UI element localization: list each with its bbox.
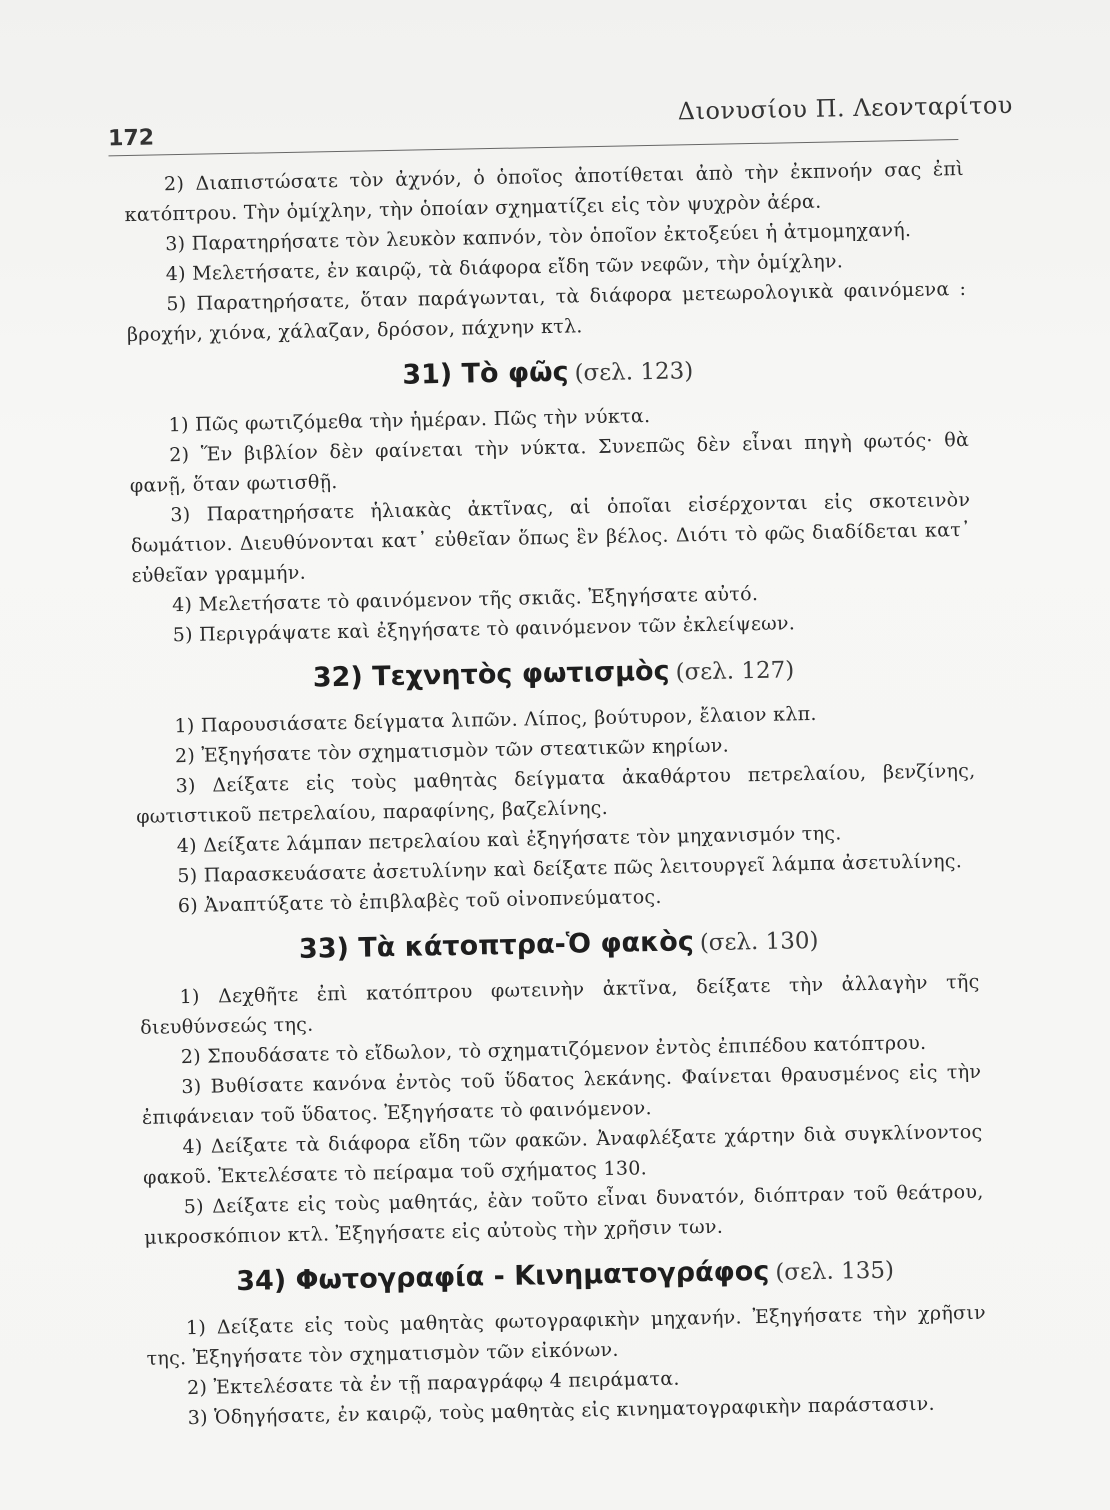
numbered-paragraph: 4) Μελετήσατε, ἐν καιρῷ, τὰ διάφορα εἴδη τῶν νεφῶν, τὴν ὁμίχλην. xyxy=(165,250,844,286)
numbered-paragraph: 3) Παρατηρήσατε τὸν λευκὸν καπνόν, τὸν ὁποῖον ἐκτοξεύει ἡ ἀτμομηχανή. xyxy=(165,218,912,256)
section-title: 32) Τεχνητὸς φωτισμὸς xyxy=(312,655,670,694)
numbered-paragraph: 5) Παρατηρήσατε, ὅταν παράγωνται, τὰ διάφορα μετεωρολογικὰ φαινόμενα : βροχήν, χιόνα, χάλαζαν, δρόσον, πάχνην κτλ. xyxy=(126,277,967,347)
body-text xyxy=(124,154,988,1434)
running-head: Διονυσίου Π. Λεονταρίτου xyxy=(677,90,1014,126)
section-page-ref: (σελ. 135) xyxy=(775,1257,895,1286)
numbered-paragraph: 2) Διαπιστώσατε τὸν ἀχνόν, ὁ ὁποῖος ἀποτίθεται ἀπὸ τὴν ἐκπνοήν σας ἐπὶ κατόπτρου. Τὴν ὁμίχλην, τὴν ὁποίαν σχηματίζει εἰς τὸν ψυχρὸν ἀέρα. xyxy=(124,157,965,227)
numbered-paragraph: 3) Βυθίσατε κανόνα ἐντὸς τοῦ ὕδατος λεκάνης. Φαίνεται θραυσμένος εἰς τὴν ἐπιφάνειαν τοῦ ὕδατος. Ἐξηγήσατε τὸ φαινόμενον. xyxy=(141,1060,982,1129)
numbered-paragraph: 3) Παρατηρήσατε ἡλιακὰς ἀκτῖνας, αἱ ὁποῖαι εἰσέρχονται εἰς σκοτεινὸν δωμάτιον. Διευθύνονται κατ᾽ εὐθεῖαν ὅπως ἓν βέλος. Διότι τὸ φῶς διαδίδεται κατ᾽ εὐθεῖαν γραμμήν. xyxy=(130,488,972,587)
section-heading xyxy=(133,649,974,700)
section-title: 34) Φωτογραφία - Κινηματογράφος xyxy=(235,1255,770,1298)
numbered-paragraph: 2) Ἐξηγήσατε τὸν σχηματισμὸν τῶν στεατικῶν κηρίων. xyxy=(174,734,730,768)
numbered-paragraph: 3) Δείξατε εἰς τοὺς μαθητὰς δείγματα ἀκαθάρτου πετρελαίου, βενζίνης, φωτιστικοῦ πετρελαίου, παραφίνης, βαζελίνης. xyxy=(135,759,976,828)
page-number: 172 xyxy=(107,125,155,152)
numbered-paragraph: 2) Ἐκτελέσατε τὰ ἐν τῇ παραγράφῳ 4 πειράματα. xyxy=(186,1367,680,1400)
section-page-ref: (σελ. 130) xyxy=(699,927,819,957)
section-page-ref: (σελ. 123) xyxy=(574,358,694,387)
section-page-ref: (σελ. 127) xyxy=(675,657,795,686)
numbered-paragraph: 1) Παρουσιάσατε δείγματα λιπῶν. Λίπος, βούτυρον, ἔλαιον κλπ. xyxy=(174,702,817,738)
numbered-paragraph: 3) Ὁδηγήσατε, ἐν καιρῷ, τοὺς μαθητὰς εἰς κινηματογραφικὴν παράστασιν. xyxy=(187,1392,936,1430)
header-rule xyxy=(109,139,959,156)
section-heading xyxy=(128,348,969,399)
numbered-paragraph: 5) Δείξατε εἰς τοὺς μαθητάς, ἐὰν τοῦτο εἶναι δυνατόν, διόπτραν τοῦ θεάτρου, μικροσκόπιον κτλ. Ἐξηγήσατε εἰς αὐτοὺς τὴν χρῆσιν των. xyxy=(144,1180,984,1249)
numbered-paragraph: 6) Ἀναπτύξατε τὸ ἐπιβλαβὲς τοῦ οἰνοπνεύματος. xyxy=(177,885,662,918)
numbered-paragraph: 1) Πῶς φωτιζόμεθα τὴν ἡμέραν. Πῶς τὴν νύκτα. xyxy=(168,405,651,437)
numbered-paragraph: 4) Δείξατε τὰ διάφορα εἴδη τῶν φακῶν. Ἀναφλέξατε χάρτην διὰ συγκλίνοντος φακοῦ. Ἐκτελέσατε τὸ πείραμα τοῦ σχήματος 130. xyxy=(142,1120,983,1189)
section-heading xyxy=(145,1251,986,1302)
numbered-paragraph: 1) Δεχθῆτε ἐπὶ κατόπτρου φωτεινὴν ἀκτῖνα, δείξατε τὴν ἀλλαγὴν τῆς διευθύνσεώς της. xyxy=(140,970,980,1039)
section-title: 33) Τὰ κάτοπτρα-Ὁ φακὸς xyxy=(298,926,695,965)
numbered-paragraph: 5) Παρασκευάσατε ἀσετυλίνην καὶ δείξατε πῶς λειτουργεῖ λάμπα ἀσετυλίνης. xyxy=(177,850,963,888)
section-heading xyxy=(138,920,979,971)
numbered-paragraph: 5) Περιγράψατε καὶ ἐξηγήσατε τὸ φαινόμενον τῶν ἐκλείψεων. xyxy=(172,612,796,647)
numbered-paragraph: 2) Σπουδάσατε τὸ εἴδωλον, τὸ σχηματιζόμενον ἐντὸς ἐπιπέδου κατόπτρου. xyxy=(180,1031,927,1069)
numbered-paragraph: 1) Δείξατε εἰς τοὺς μαθητὰς φωτογραφικὴν μηχανήν. Ἐξηγήσατε τὴν χρῆσιν της. Ἐξηγήσατε τὸν σχηματισμὸν τῶν εἰκόνων. xyxy=(146,1301,987,1370)
numbered-paragraph: 4) Μελετήσατε τὸ φαινόμενον τῆς σκιᾶς. Ἐξηγήσατε αὐτό. xyxy=(171,582,759,617)
section-title: 31) Τὸ φῶς xyxy=(401,356,569,391)
numbered-paragraph: 2) Ἕν βιβλίον δὲν φαίνεται τὴν νύκτα. Συνεπῶς δὲν εἶναι πηγὴ φωτός· θὰ φανῇ, ὅταν φωτισθῇ. xyxy=(129,428,970,498)
numbered-paragraph: 4) Δείξατε λάμπαν πετρελαίου καὶ ἐξηγήσατε τὸν μηχανισμόν της. xyxy=(176,822,842,858)
